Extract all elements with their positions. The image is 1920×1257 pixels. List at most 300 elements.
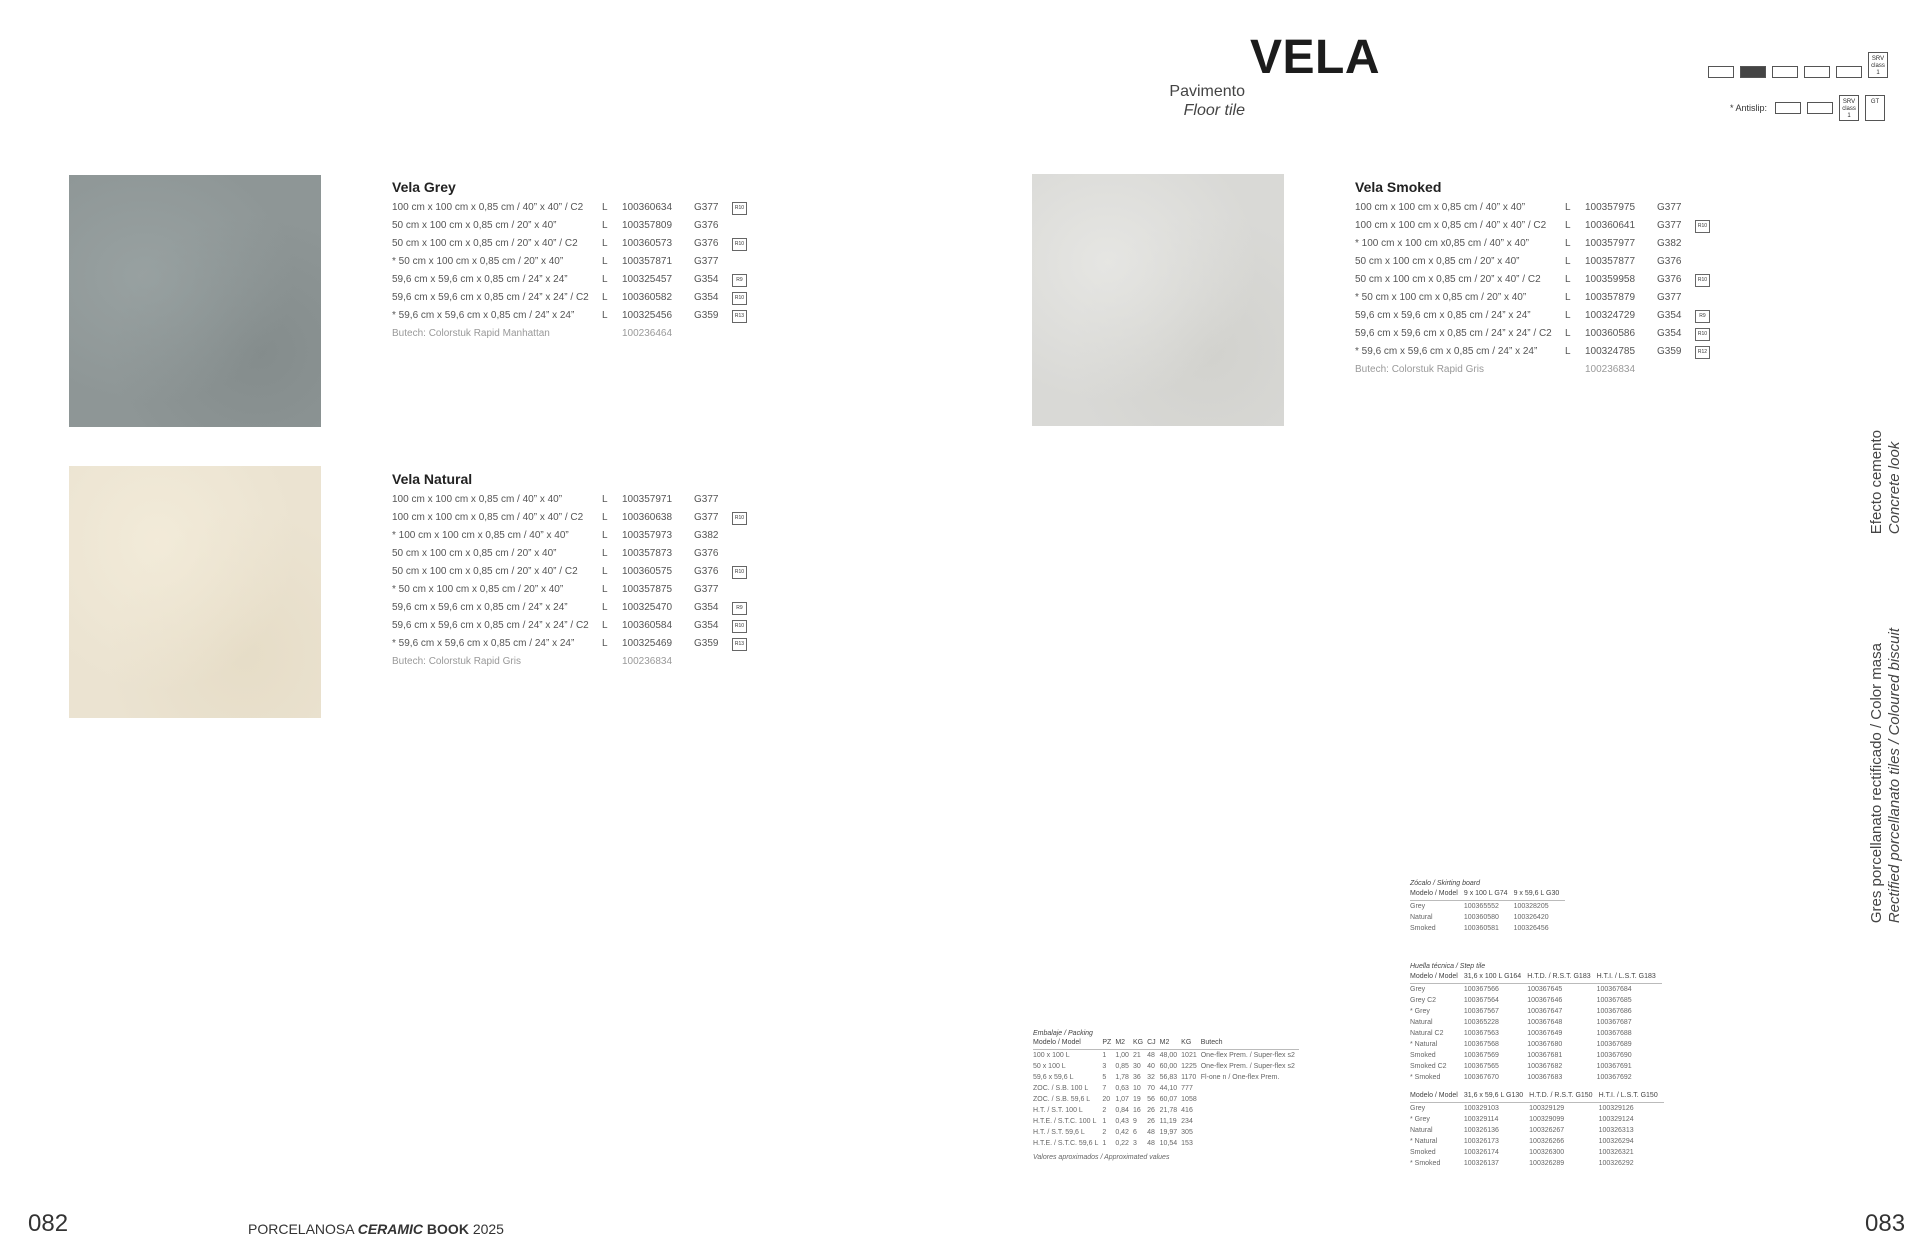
table-cell: 7 [1102, 1085, 1107, 1092]
table-cell: 0,43 [1115, 1118, 1129, 1125]
spec-type: L [1565, 328, 1571, 339]
spec-code: 100325470 [622, 602, 673, 613]
table-cell: 0,22 [1115, 1140, 1129, 1147]
table-cell: 21 [1132, 1052, 1141, 1059]
spec-type: L [602, 512, 608, 523]
table-header-cell: 9 x 100 L G74 [1464, 887, 1514, 901]
table-cell: Natural [1410, 914, 1433, 921]
table-cell [1201, 1138, 1299, 1149]
table-cell: 0,85 [1115, 1063, 1129, 1070]
spec-code: 100357879 [1585, 292, 1636, 303]
spec-size: 50 cm x 100 cm x 0,85 cm / 20” x 40” / C2 [392, 238, 578, 249]
table-cell: Grey [1410, 1105, 1426, 1112]
table-header-cell: KG [1133, 1037, 1147, 1050]
spec-size: 100 cm x 100 cm x 0,85 cm / 40” x 40” [1355, 202, 1526, 213]
spec-row [392, 635, 812, 653]
step-tile-table [1410, 963, 1740, 1169]
table-cell: 5 [1102, 1074, 1107, 1081]
spec-code: 100325457 [622, 274, 673, 285]
table-cell: 100367686 [1596, 1008, 1632, 1015]
table-cell: 100326300 [1529, 1149, 1565, 1156]
spec-row [392, 563, 812, 581]
kitchen-icon [1804, 66, 1830, 78]
table-cell: 1 [1102, 1140, 1107, 1147]
spec-row [392, 235, 812, 253]
table-header-cell: H.T.I. / L.S.T. G150 [1599, 1089, 1664, 1103]
packing-note: Valores aproximados / Approximated values [1033, 1154, 1170, 1161]
table-header-cell: KG [1181, 1037, 1201, 1050]
spec-code: 100325456 [622, 310, 673, 321]
spec-size: 100 cm x 100 cm x 0,85 cm / 40” x 40” / C2 [392, 512, 584, 523]
butech-row [392, 653, 812, 671]
slip-rating-icon: R10 [732, 620, 747, 633]
table-cell: 100367568 [1463, 1041, 1499, 1048]
table-row [1033, 1050, 1299, 1062]
spec-group: G376 [1657, 274, 1682, 285]
spec-row [392, 599, 812, 617]
table-cell: 70 [1147, 1085, 1155, 1092]
spec-code: 100360634 [622, 202, 673, 213]
table-cell: Grey C2 [1410, 997, 1437, 1004]
slip-rating-icon: R9 [732, 602, 747, 615]
skirting-table [1410, 880, 1620, 934]
table-row [1410, 1006, 1662, 1017]
table-cell: * Smoked [1410, 1074, 1441, 1081]
product-vela-natural [392, 471, 812, 671]
table-row [1033, 1105, 1299, 1116]
spec-size: 50 cm x 100 cm x 0,85 cm / 20” x 40” / C2 [392, 566, 578, 577]
spec-type: L [602, 548, 608, 559]
antislip-icons [1730, 95, 1885, 121]
spec-size: 59,6 cm x 59,6 cm x 0,85 cm / 24” x 24” / C2 [392, 292, 589, 303]
table-cell: 100329126 [1598, 1105, 1634, 1112]
spec-row [392, 253, 812, 271]
table-cell: 100326136 [1463, 1127, 1499, 1134]
spec-row [392, 491, 812, 509]
table-cell: 100329124 [1598, 1116, 1634, 1123]
table-cell: 100326267 [1529, 1127, 1565, 1134]
step-title: Huella técnica / Step tile [1410, 963, 1486, 970]
table-header-row [1410, 1089, 1664, 1103]
spec-code: 100360586 [1585, 328, 1636, 339]
table-cell: 100367683 [1527, 1074, 1563, 1081]
spec-code: 100360582 [622, 292, 673, 303]
table-cell: 100365228 [1463, 1019, 1499, 1026]
spec-row [392, 217, 812, 235]
spec-code: 100357877 [1585, 256, 1636, 267]
table-cell [1201, 1083, 1299, 1094]
table-cell: Smoked [1410, 1052, 1436, 1059]
table-cell: 100367648 [1527, 1019, 1563, 1026]
slip-rating-icon: R12 [1695, 346, 1710, 359]
slip-rating-icon: R10 [1695, 328, 1710, 341]
table-cell: 48,00 [1159, 1052, 1178, 1059]
spec-type: L [602, 620, 608, 631]
table-cell: 21,78 [1159, 1107, 1178, 1114]
spec-type: L [602, 202, 608, 213]
spec-size: 100 cm x 100 cm x 0,85 cm / 40” x 40” [392, 494, 563, 505]
slip-rating-icon: R13 [732, 638, 747, 651]
table-cell: 9 [1132, 1118, 1137, 1125]
tile-image-grey [69, 175, 321, 427]
table-cell: 100329129 [1529, 1105, 1565, 1112]
table-cell: 1 [1102, 1052, 1107, 1059]
slip-rating-icon: R10 [732, 512, 747, 525]
spec-row [1355, 289, 1775, 307]
brand-footer: PORCELANOSA CERAMIC BOOK 2025 [248, 1221, 504, 1237]
spec-size: 59,6 cm x 59,6 cm x 0,85 cm / 24” x 24” [392, 602, 568, 613]
spec-size: 50 cm x 100 cm x 0,85 cm / 20” x 40” [1355, 256, 1520, 267]
spec-code: 100357977 [1585, 238, 1636, 249]
table-cell: 100326292 [1598, 1160, 1634, 1167]
spec-group: G354 [694, 602, 719, 613]
table-cell: 100367689 [1596, 1041, 1632, 1048]
spec-group: G382 [694, 530, 719, 541]
table-header-cell: Modelo / Model [1033, 1037, 1102, 1050]
slip-rating-icon: R10 [732, 202, 747, 215]
table-cell: H.T.E. / S.T.C. 59,6 L [1033, 1140, 1099, 1147]
table-cell: 1058 [1181, 1096, 1197, 1103]
product-name: Vela Grey [392, 179, 456, 195]
table-cell: 100367688 [1596, 1030, 1632, 1037]
spec-code: 100357975 [1585, 202, 1636, 213]
table-cell: 100326456 [1513, 925, 1549, 932]
table-header-cell: PZ [1102, 1037, 1115, 1050]
spec-type: L [602, 530, 608, 541]
spec-size: 59,6 cm x 59,6 cm x 0,85 cm / 24” x 24” [392, 274, 568, 285]
table-row [1410, 1039, 1662, 1050]
table-cell: ZOC. / S.B. 59,6 L [1033, 1096, 1091, 1103]
table-header-cell: Modelo / Model [1410, 887, 1464, 901]
table-cell: 100367682 [1527, 1063, 1563, 1070]
spec-size: 59,6 cm x 59,6 cm x 0,85 cm / 24” x 24” / C2 [1355, 328, 1552, 339]
table-cell: 100326420 [1513, 914, 1549, 921]
butech-code: 100236464 [622, 328, 673, 339]
spec-size: 59,6 cm x 59,6 cm x 0,85 cm / 24” x 24” [1355, 310, 1531, 321]
table-cell: * Smoked [1410, 1160, 1441, 1167]
spec-row [1355, 253, 1775, 271]
table-row [1410, 1028, 1662, 1039]
table-cell: 153 [1181, 1140, 1193, 1147]
tile-image-smoked [1032, 174, 1284, 426]
table-row [1410, 995, 1662, 1006]
spec-type: L [1565, 310, 1571, 321]
table-cell: 100326321 [1598, 1149, 1634, 1156]
spec-type: L [602, 584, 608, 595]
table-cell: * Grey [1410, 1008, 1430, 1015]
table-cell: 100367565 [1463, 1063, 1499, 1070]
table-header-cell: H.T.D. / R.S.T. G183 [1527, 970, 1596, 984]
spec-row [1355, 217, 1775, 235]
product-name: Vela Smoked [1355, 179, 1442, 195]
table-cell: 100326289 [1529, 1160, 1565, 1167]
spec-group: G359 [694, 638, 719, 649]
table-cell: One-flex Prem. / Super-flex s2 [1200, 1063, 1295, 1070]
butech-row [1355, 361, 1775, 379]
table-cell: 3 [1132, 1140, 1137, 1147]
spec-type: L [602, 310, 608, 321]
spec-type: L [602, 238, 608, 249]
table-cell: 60,00 [1159, 1063, 1178, 1070]
table-cell: 100367684 [1596, 986, 1632, 993]
page-subtitle [1165, 82, 1245, 120]
spec-size: * 59,6 cm x 59,6 cm x 0,85 cm / 24” x 24” [392, 310, 575, 321]
page-number-right: 083 [1865, 1210, 1906, 1237]
table-row [1410, 1158, 1664, 1169]
spec-code: 100360638 [622, 512, 673, 523]
table-cell: 100367647 [1527, 1008, 1563, 1015]
spec-code: 100360641 [1585, 220, 1636, 231]
spec-code: 100360573 [622, 238, 673, 249]
table-cell: Smoked C2 [1410, 1063, 1447, 1070]
table-cell: 305 [1181, 1129, 1193, 1136]
table-cell: 1,78 [1115, 1074, 1129, 1081]
table-cell: 30 [1132, 1063, 1141, 1070]
spec-type: L [602, 638, 608, 649]
butech-label: Butech: Colorstuk Rapid Gris [1355, 364, 1484, 375]
product-vela-grey [392, 179, 812, 343]
table-cell: 1225 [1181, 1063, 1197, 1070]
table-cell: 100365552 [1463, 903, 1499, 910]
table-row [1410, 1103, 1664, 1115]
table-cell: 100367690 [1596, 1052, 1632, 1059]
table-cell: 100367692 [1596, 1074, 1632, 1081]
table-cell: 416 [1181, 1107, 1193, 1114]
spec-code: 100324785 [1585, 346, 1636, 357]
spec-row [392, 271, 812, 289]
butech-label: Butech: Colorstuk Rapid Gris [392, 656, 521, 667]
shoe-icon [1836, 66, 1862, 78]
table-row [1410, 984, 1662, 996]
heavy-traffic-icon [1740, 66, 1766, 78]
table-header-cell: 31,6 x 59,6 L G130 [1464, 1089, 1529, 1103]
spec-size: * 50 cm x 100 cm x 0,85 cm / 20” x 40” [392, 584, 564, 595]
spec-group: G376 [694, 566, 719, 577]
table-row [1033, 1083, 1299, 1094]
spec-size: * 50 cm x 100 cm x 0,85 cm / 20” x 40” [1355, 292, 1527, 303]
skirting-title: Zócalo / Skirting board [1410, 880, 1481, 887]
table-cell: 100360580 [1463, 914, 1499, 921]
table-cell: 2 [1102, 1129, 1107, 1136]
srv-badge-2: SRV class 1 [1839, 95, 1859, 121]
slip-rating-icon: R10 [732, 292, 747, 305]
spec-group: G354 [694, 620, 719, 631]
gt-badge: GT [1865, 95, 1885, 121]
butech-code: 100236834 [1585, 364, 1636, 375]
slip-rating-icon: R13 [732, 310, 747, 323]
table-header-cell: Modelo / Model [1410, 1089, 1464, 1103]
table-cell: 100367646 [1527, 997, 1563, 1004]
table-row [1410, 1050, 1662, 1061]
table-cell: 100367564 [1463, 997, 1499, 1004]
spec-type: L [602, 602, 608, 613]
table-header-cell: H.T.I. / L.S.T. G183 [1597, 970, 1662, 984]
table-cell: Smoked [1410, 1149, 1436, 1156]
spec-group: G359 [1657, 346, 1682, 357]
spec-row [1355, 325, 1775, 343]
table-cell: 6 [1132, 1129, 1137, 1136]
spec-code: 100325469 [622, 638, 673, 649]
table-row [1033, 1072, 1299, 1083]
table-cell: 48 [1147, 1052, 1155, 1059]
table-header-cell: 31,6 x 100 L G164 [1464, 970, 1527, 984]
table-cell: 100326266 [1529, 1138, 1565, 1145]
table-cell: 32 [1147, 1074, 1155, 1081]
spec-group: G377 [694, 202, 719, 213]
table-header-cell: Butech [1201, 1037, 1299, 1050]
spec-code: 100357871 [622, 256, 673, 267]
spec-type: L [1565, 256, 1571, 267]
table-cell: 1,07 [1115, 1096, 1129, 1103]
table-row [1033, 1116, 1299, 1127]
table-cell: 11,19 [1159, 1118, 1177, 1125]
table-cell: 100367566 [1463, 986, 1499, 993]
table-cell: 100367569 [1463, 1052, 1499, 1059]
table-cell: 10,54 [1159, 1140, 1178, 1147]
spec-group: G376 [694, 548, 719, 559]
table-cell: 777 [1181, 1085, 1193, 1092]
table-cell: 48 [1147, 1140, 1155, 1147]
spec-group: G377 [1657, 220, 1682, 231]
spec-group: G377 [694, 256, 719, 267]
page-number-left: 082 [28, 1210, 69, 1237]
table-cell: 60,07 [1159, 1096, 1178, 1103]
spec-type: L [1565, 274, 1571, 285]
table-cell: 100326294 [1598, 1138, 1634, 1145]
table-cell: Fl-one n / One-flex Prem. [1200, 1074, 1280, 1081]
table-cell: 100329114 [1463, 1116, 1499, 1123]
table-row [1033, 1138, 1299, 1149]
table-cell: Natural C2 [1410, 1030, 1444, 1037]
spec-row [1355, 307, 1775, 325]
butech-row [392, 325, 812, 343]
spec-row [392, 509, 812, 527]
table-cell: 1,00 [1115, 1052, 1129, 1059]
table-cell [1201, 1127, 1299, 1138]
spec-group: G354 [694, 292, 719, 303]
spec-row [392, 289, 812, 307]
spec-group: G354 [1657, 310, 1682, 321]
table-cell: 234 [1181, 1118, 1193, 1125]
spec-group: G377 [1657, 202, 1682, 213]
table-cell: 26 [1147, 1118, 1155, 1125]
spec-row [1355, 199, 1775, 217]
table-cell: 56 [1147, 1096, 1155, 1103]
usage-icons [1708, 52, 1888, 78]
spec-row [392, 199, 812, 217]
table-row [1410, 1072, 1662, 1083]
table-cell: 100329099 [1529, 1116, 1565, 1123]
table-cell: 100326313 [1598, 1127, 1634, 1134]
table-cell: 100329103 [1463, 1105, 1499, 1112]
spec-size: 100 cm x 100 cm x 0,85 cm / 40” x 40” / C2 [1355, 220, 1547, 231]
spec-row [1355, 271, 1775, 289]
spec-code: 100357809 [622, 220, 673, 231]
spec-group: G377 [1657, 292, 1682, 303]
spec-type: L [602, 494, 608, 505]
subtitle-es: Pavimento [1169, 83, 1245, 100]
table-row [1410, 912, 1565, 923]
spec-size: 59,6 cm x 59,6 cm x 0,85 cm / 24” x 24” / C2 [392, 620, 589, 631]
spec-size: * 100 cm x 100 cm x 0,85 cm / 40” x 40” [392, 530, 569, 541]
table-header-row [1410, 887, 1565, 901]
spec-size: * 100 cm x 100 cm x0,85 cm / 40” x 40” [1355, 238, 1529, 249]
table-header-cell: M2 [1115, 1037, 1133, 1050]
table-row [1033, 1127, 1299, 1138]
spec-group: G376 [694, 220, 719, 231]
table-cell: 100367649 [1527, 1030, 1563, 1037]
table-header-cell: Modelo / Model [1410, 970, 1464, 984]
table-cell: 1021 [1181, 1052, 1197, 1059]
slip-rating-icon: R10 [732, 238, 747, 251]
table-cell: 19,97 [1159, 1129, 1178, 1136]
spec-size: 50 cm x 100 cm x 0,85 cm / 20” x 40” / C2 [1355, 274, 1541, 285]
table-cell: 100367680 [1527, 1041, 1563, 1048]
side-label-material: Gres porcellanato rectificado / Color masa Rectified porcellanato tiles / Coloured biscuit [1868, 628, 1903, 924]
tile-image-natural [69, 466, 321, 718]
table-cell: 40 [1147, 1063, 1155, 1070]
table-row [1410, 1147, 1664, 1158]
table-header-cell: H.T.D. / R.S.T. G150 [1529, 1089, 1598, 1103]
table-cell: 100 x 100 L [1033, 1052, 1070, 1059]
spec-type: L [602, 292, 608, 303]
table-cell: ZOC. / S.B. 100 L [1033, 1085, 1089, 1092]
table-cell: 100326174 [1463, 1149, 1499, 1156]
spec-size: 100 cm x 100 cm x 0,85 cm / 40” x 40” / C2 [392, 202, 584, 213]
spec-type: L [602, 566, 608, 577]
spec-group: G377 [694, 494, 719, 505]
table-row [1410, 1061, 1662, 1072]
table-cell: 100326137 [1463, 1160, 1499, 1167]
table-cell: 100367681 [1527, 1052, 1563, 1059]
spec-size: * 59,6 cm x 59,6 cm x 0,85 cm / 24” x 24” [1355, 346, 1538, 357]
table-cell: Grey [1410, 903, 1426, 910]
table-cell: 100367645 [1527, 986, 1563, 993]
table-cell: 2 [1102, 1107, 1107, 1114]
table-row [1410, 901, 1565, 913]
table-cell: * Grey [1410, 1116, 1430, 1123]
page-title: VELA [1250, 31, 1381, 84]
table-cell: * Natural [1410, 1138, 1438, 1145]
table-cell: Natural [1410, 1127, 1433, 1134]
table-cell: Natural [1410, 1019, 1433, 1026]
butech-label: Butech: Colorstuk Rapid Manhattan [392, 328, 550, 339]
product-name: Vela Natural [392, 471, 473, 487]
table-row [1033, 1094, 1299, 1105]
table-header-cell: 9 x 59,6 L G30 [1514, 887, 1566, 901]
table-cell: H.T. / S.T. 59,6 L [1033, 1129, 1085, 1136]
spec-row [392, 527, 812, 545]
table-cell: 100367691 [1596, 1063, 1632, 1070]
table-cell: 48 [1147, 1129, 1155, 1136]
slip-rating-icon: R9 [1695, 310, 1710, 323]
table-cell: 3 [1102, 1063, 1107, 1070]
wall-icon [1772, 66, 1798, 78]
spec-code: 100359958 [1585, 274, 1636, 285]
table-cell: 1170 [1181, 1074, 1197, 1081]
spec-size: * 50 cm x 100 cm x 0,85 cm / 20” x 40” [392, 256, 564, 267]
spec-type: L [1565, 220, 1571, 231]
spec-group: G354 [1657, 328, 1682, 339]
table-cell: 100367685 [1596, 997, 1632, 1004]
antislip-label: * Antislip: [1730, 103, 1768, 113]
table-cell: 0,84 [1115, 1107, 1129, 1114]
table-cell: 1 [1102, 1118, 1107, 1125]
spec-group: G376 [1657, 256, 1682, 267]
table-header-cell: M2 [1160, 1037, 1182, 1050]
spec-row [392, 617, 812, 635]
table-header-cell: CJ [1147, 1037, 1160, 1050]
